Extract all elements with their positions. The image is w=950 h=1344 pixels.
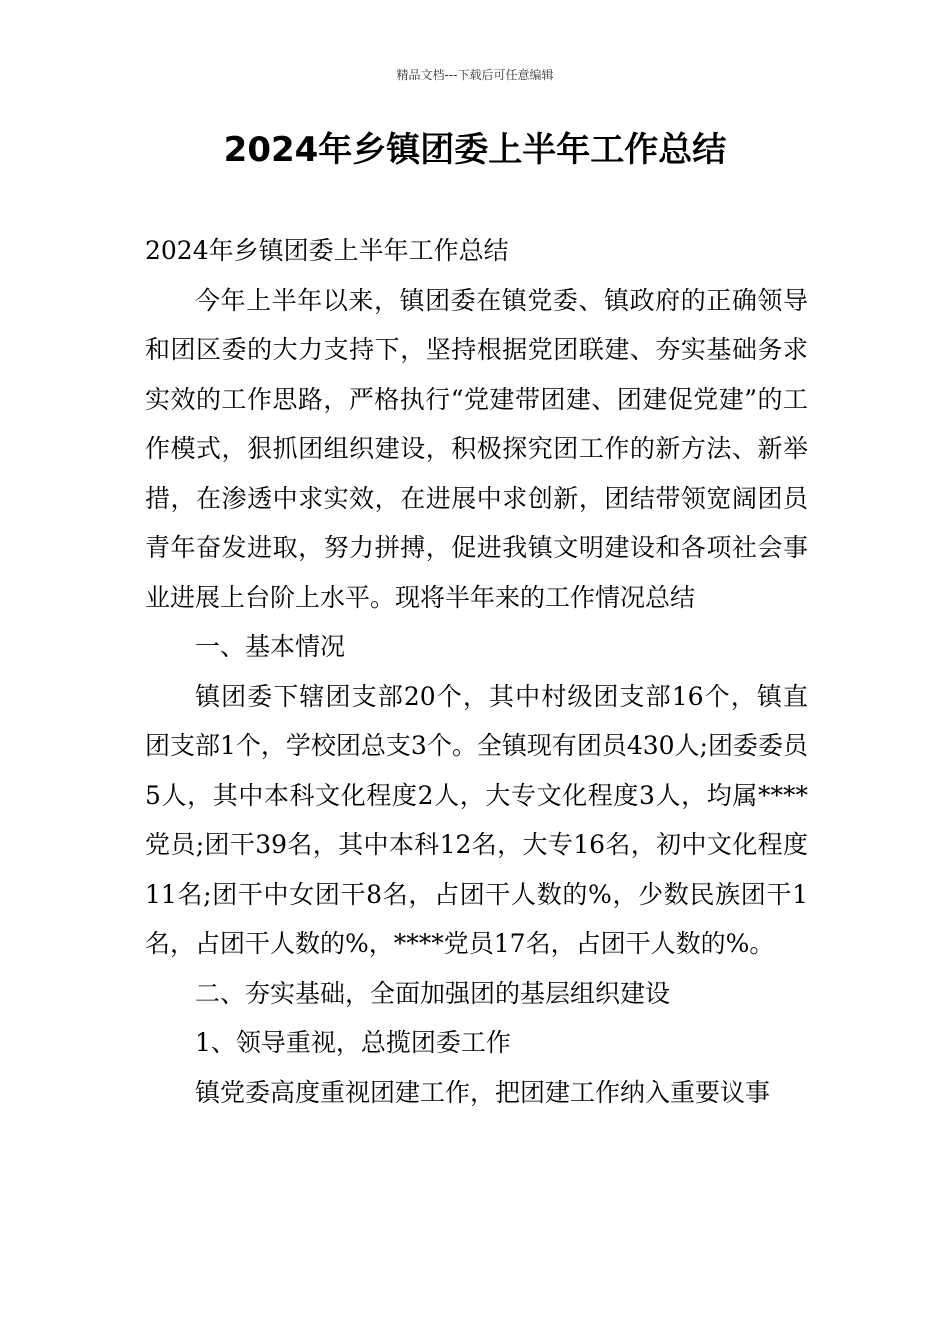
section-heading-basic: 一、基本情况	[195, 632, 346, 661]
paragraph-subtitle: 2024年乡镇团委上半年工作总结	[145, 236, 509, 265]
subsection-heading-leadership: 1、领导重视，总揽团委工作	[195, 1028, 511, 1057]
paragraph-intro: 今年上半年以来，镇团委在镇党委、镇政府的正确领导和团区委的大力支持下，坚持根据党团联建、夯实基础务求实效的工作思路，严格执行“党建带团建、团建促党建”的工作模式，狠抓团组织建设，积极探究团工作的新方法、新举措，在渗透中求实效，在进展中求创新，团结带领宽阔团员青年奋发进取，努力拼搏，促进我镇文明建设和各项社会事业进展上台阶上水平。现将半年来的工作情况总结	[145, 285, 808, 612]
header-note: 精品文档---下载后可任意编辑	[396, 68, 554, 82]
paragraph-basic-info: 镇团委下辖团支部20个，其中村级团支部16个，镇直团支部1个，学校团总支3个。全镇现有团员430人;团委委员5人，其中本科文化程度2人，大专文化程度3人，均属****党员;团干39名，其中本科12名，大专16名，初中文化程度11名;团干中女团干8名，占团干人数的%，少数民族团干1名，占团干人数的%，****党员17名，占团干人数的%。	[145, 681, 808, 958]
page-title: 2024年乡镇团委上半年工作总结	[223, 130, 727, 170]
paragraph-leadership: 镇党委高度重视团建工作，把团建工作纳入重要议事	[195, 1077, 771, 1107]
document-body	[145, 226, 808, 1117]
section-heading-foundation: 二、夯实基础，全面加强团的基层组织建设	[195, 978, 671, 1008]
